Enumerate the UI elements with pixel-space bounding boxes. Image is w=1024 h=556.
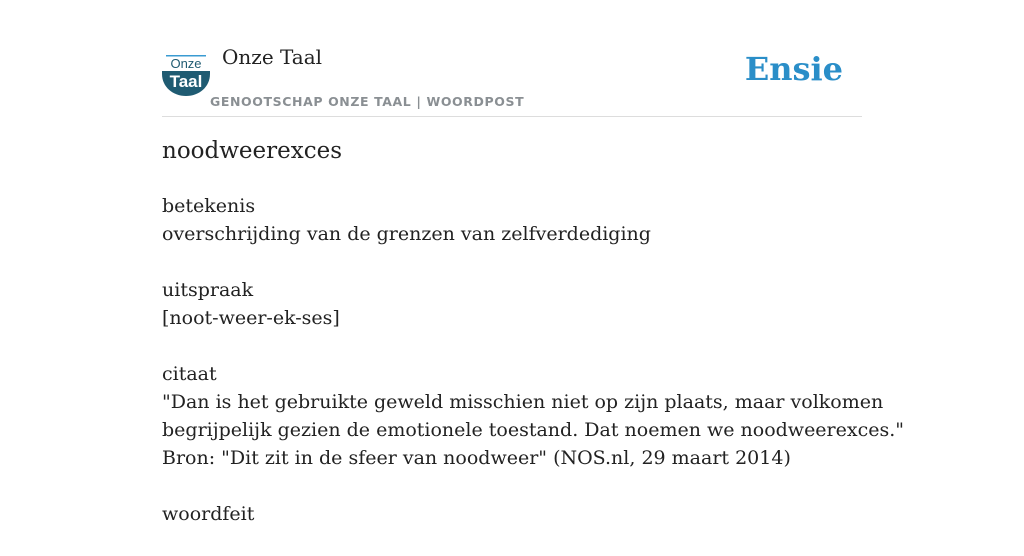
site-title-link[interactable]: Ensie xyxy=(744,50,843,88)
section-citaat xyxy=(162,360,905,472)
brand-name-link[interactable]: Onze Taal xyxy=(222,45,323,69)
section-heading: uitspraak xyxy=(162,279,254,301)
logo-text-top: Onze xyxy=(170,56,202,71)
quote-line: begrijpelijk gezien de emotionele toestand. Dat noemen we noodweerexces." xyxy=(162,419,905,441)
entry-title: noodweerexces xyxy=(162,138,343,164)
subtitle: GENOOTSCHAP ONZE TAAL | WOORDPOST xyxy=(210,94,525,109)
section-uitspraak xyxy=(162,276,862,332)
page xyxy=(162,0,905,525)
header xyxy=(162,0,862,117)
logo-text-bottom: Taal xyxy=(169,72,203,91)
entry-content xyxy=(162,192,905,556)
quote-line: "Dan is het gebruikte geweld misschien niet op zijn plaats, maar volkomen xyxy=(162,391,884,413)
section-heading: woordfeit xyxy=(162,503,255,525)
quote-source: Bron: "Dit zit in de sfeer van noodweer" (NOS.nl, 29 maart 2014) xyxy=(162,447,791,469)
section-heading: betekenis xyxy=(162,195,256,217)
section-betekenis xyxy=(162,192,862,248)
section-woordfeit xyxy=(162,500,862,528)
onze-taal-logo[interactable] xyxy=(162,54,210,96)
section-heading: citaat xyxy=(162,363,217,385)
section-text: overschrijding van de grenzen van zelfverdediging xyxy=(162,223,651,245)
section-text: [noot-weer-ek-ses] xyxy=(162,307,340,329)
